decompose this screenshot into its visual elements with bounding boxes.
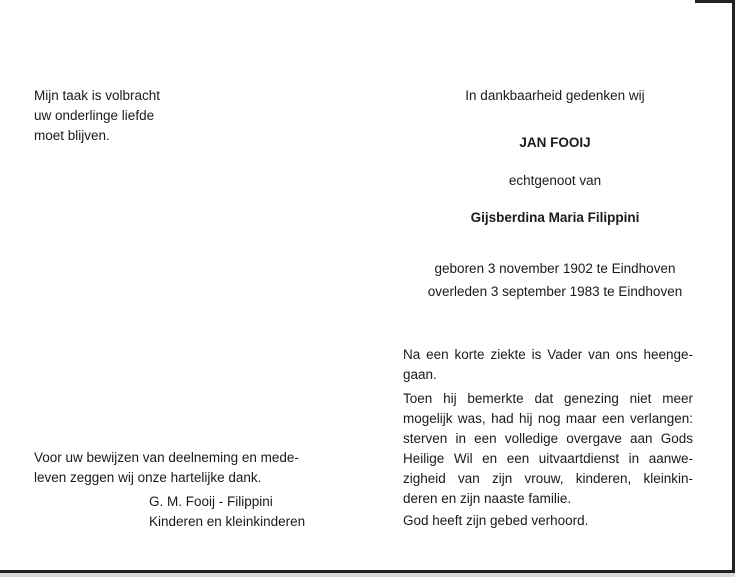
story-line: gaan. bbox=[403, 367, 437, 382]
spouse-name: Gijsberdina Maria Filippini bbox=[470, 210, 640, 225]
thanks-line: Voor uw bewijzen van deelneming en mede- bbox=[34, 450, 299, 465]
scan-edge-top bbox=[695, 0, 735, 3]
story-paragraph-1 bbox=[403, 345, 693, 385]
story-line: Toen hij bemerkte dat genezing niet meer bbox=[403, 391, 693, 406]
relation-text: echtgenoot van bbox=[508, 173, 602, 188]
story-line: Na een korte ziekte is Vader van ons heenge- bbox=[403, 347, 693, 362]
signer-line: G. M. Fooij - Filippini bbox=[149, 494, 273, 509]
story-paragraph-3 bbox=[403, 511, 693, 531]
thanks-text bbox=[34, 448, 299, 488]
story-line: Heilige Wil en een uitvaartdienst in aanwe- bbox=[403, 451, 693, 466]
story-line: God heeft zijn gebed verhoord. bbox=[403, 513, 589, 528]
intro-text: In dankbaarheid gedenken wij bbox=[465, 88, 645, 103]
story-line: sterven in een volledige overgave aan Gods bbox=[403, 431, 693, 446]
story-line: mogelijk was, had hij nog maar een verlangen: bbox=[403, 411, 693, 426]
scan-edge-bottom bbox=[0, 570, 735, 573]
motto bbox=[34, 86, 160, 146]
motto-line: Mijn taak is volbracht bbox=[34, 88, 161, 103]
deceased-name: JAN FOOIJ bbox=[519, 135, 591, 150]
story-paragraph-2 bbox=[403, 389, 693, 509]
birth-date: geboren 3 november 1902 te Eindhoven bbox=[434, 261, 676, 276]
story-line: deren en zijn naaste familie. bbox=[403, 491, 572, 506]
scan-edge-shadow bbox=[0, 573, 735, 577]
motto-line: moet blijven. bbox=[34, 128, 110, 143]
signer-line: Kinderen en kleinkinderen bbox=[149, 514, 306, 529]
story-line: zigheid van zijn vrouw, kinderen, kleinkin- bbox=[403, 471, 693, 486]
death-date: overleden 3 september 1983 te Eindhoven bbox=[427, 284, 683, 299]
thanks-line: leven zeggen wij onze hartelijke dank. bbox=[34, 470, 262, 485]
signers bbox=[149, 492, 305, 532]
motto-line: uw onderlinge liefde bbox=[34, 108, 155, 123]
